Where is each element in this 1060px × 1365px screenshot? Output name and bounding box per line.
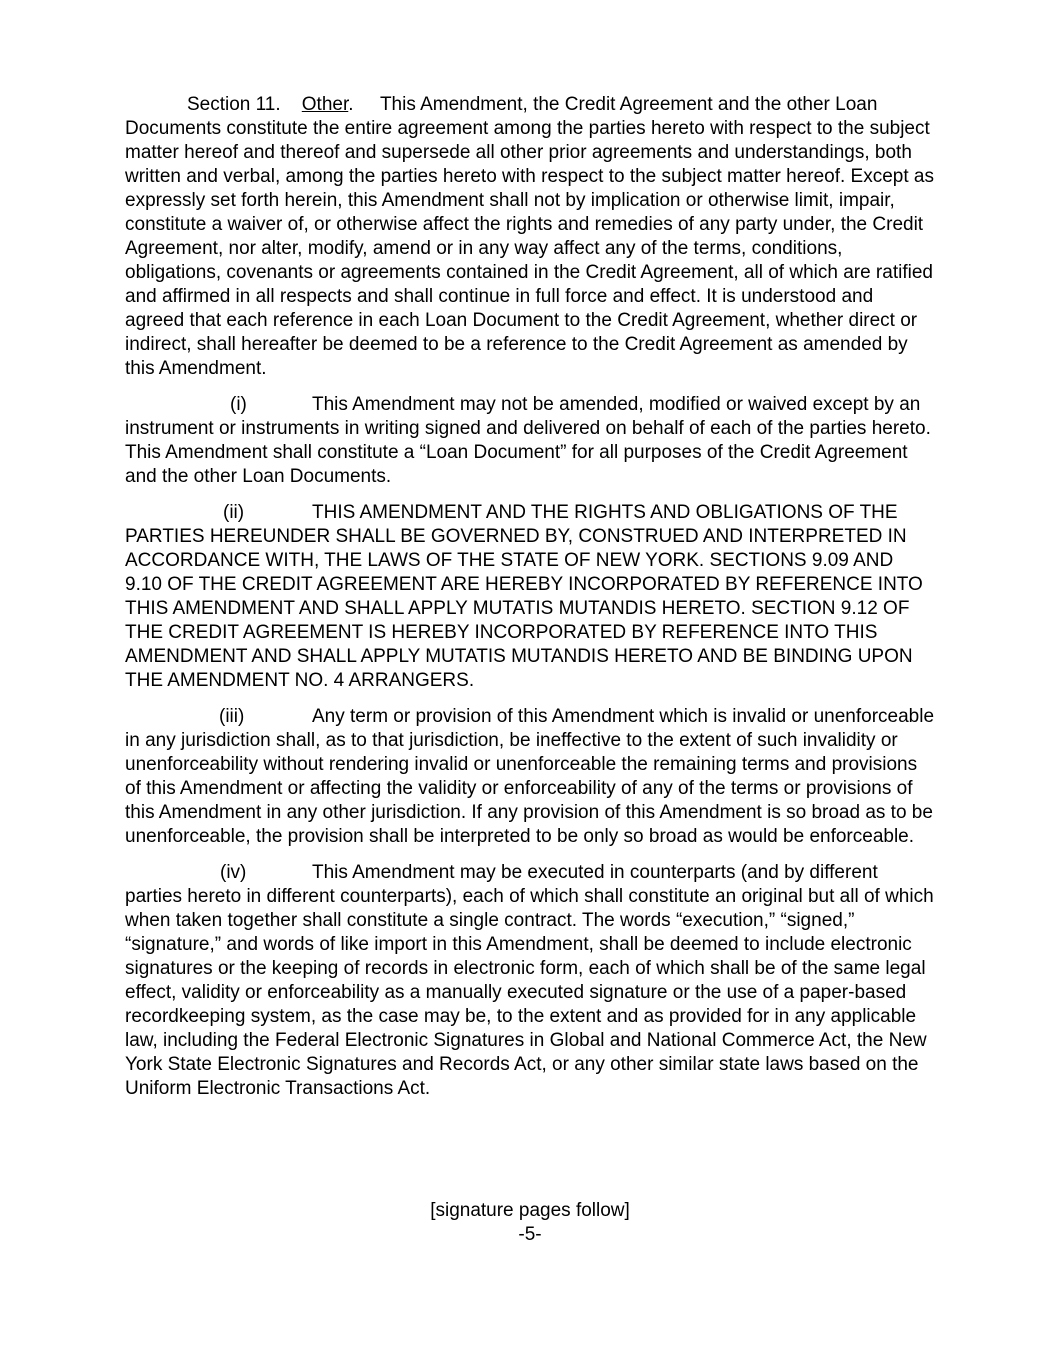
clause-iv-label: (iv) — [220, 862, 247, 883]
clause-ii-text: THIS AMENDMENT AND THE RIGHTS AND OBLIGATIONS OF THE PARTIES HEREUNDER SHALL BE GOVERNED BY, CONSTRUED AND INTERPRETED IN ACCORDANCE WITH, THE LAWS OF THE STATE OF NEW YORK. SECTIONS 9.09 AND 9.10 OF THE CREDIT AGREEMENT ARE HEREBY INCORPORATED BY REFERENCE INTO THIS AMENDMENT AND SHALL APPLY MUTATIS MUTANDIS HERETO. SECTION 9.12 OF THE CREDIT AGREEMENT IS HEREBY INCORPORATED BY REFERENCE INTO THIS AMENDMENT AND SHALL APPLY MUTATIS MUTANDIS HERETO AND BE BINDING UPON THE AMENDMENT NO. 4 ARRANGERS. — [125, 502, 923, 691]
clause-iii-paragraph — [125, 705, 935, 849]
clause-iv-text: This Amendment may be executed in counterparts (and by different parties hereto in different counterparts), each of which shall constitute an original but all of which when taken together shall constitute a single contract. The words “execution,” “signed,” “signature,” and words of like import in this Amendment, shall be deemed to include electronic signatures or the keeping of records in electronic form, each of which shall be of the same legal effect, validity or enforceability as a manually executed signature or the use of a paper-based recordkeeping system, as the case may be, to the extent and as provided for in any applicable law, including the Federal Electronic Signatures in Global and National Commerce Act, the New York State Electronic Signatures and Records Act, or any other similar state laws based on the Uniform Electronic Transactions Act. — [125, 862, 934, 1099]
document-body — [125, 93, 935, 1113]
clause-ii-label: (ii) — [223, 502, 245, 523]
section-11-text: This Amendment, the Credit Agreement and the other Loan Documents constitute the entire agreement among the parties hereto with respect to the subject matter hereof and thereof and supersede all other prior agreements and understandings, both written and verbal, among the parties hereto with respect to the subject matter hereof. Except as expressly set forth herein, this Amendment shall not by implication or otherwise limit, impair, constitute a waiver of, or otherwise affect the rights and remedies of any party under, the Credit Agreement, nor alter, modify, amend or in any way affect any of the terms, conditions, obligations, covenants or agreements contained in the Credit Agreement, all of which are ratified and affirmed in all respects and shall continue in full force and effect. It is understood and agreed that each reference in each Loan Document to the Credit Agreement, whether direct or indirect, shall hereafter be deemed to be a reference to the Credit Agreement as amended by this Amendment. — [125, 94, 934, 379]
clause-iii-label: (iii) — [219, 706, 245, 727]
clause-ii-paragraph — [125, 501, 935, 693]
clause-i-label: (i) — [230, 394, 247, 415]
clause-i-paragraph — [125, 393, 935, 489]
clause-i-text: This Amendment may not be amended, modified or waived except by an instrument or instruments in writing signed and delivered on behalf of each of the parties hereto. This Amendment shall constitute a “Loan Document” for all purposes of the Credit Agreement and the other Loan Documents. — [125, 394, 931, 487]
clause-iii-text: Any term or provision of this Amendment which is invalid or unenforceable in any jurisdiction shall, as to that jurisdiction, be ineffective to the extent of such invalidity or unenforceability without rendering invalid or unenforceable the remaining terms and provisions of this Amendment or affecting the validity or enforceability of any of the terms or provisions of this Amendment in any other jurisdiction. If any provision of this Amendment is so broad as to be unenforceable, the provision shall be interpreted to be only so broad as would be enforceable. — [125, 706, 935, 847]
page-number: -5- — [518, 1224, 542, 1245]
signature-pages-note: [signature pages follow] — [430, 1200, 630, 1221]
section-11-heading-period: . — [348, 94, 354, 115]
section-11-heading: Other — [301, 94, 349, 115]
section-11-paragraph — [125, 93, 935, 381]
section-11-label: Section 11. — [187, 94, 281, 115]
clause-iv-paragraph — [125, 861, 935, 1101]
